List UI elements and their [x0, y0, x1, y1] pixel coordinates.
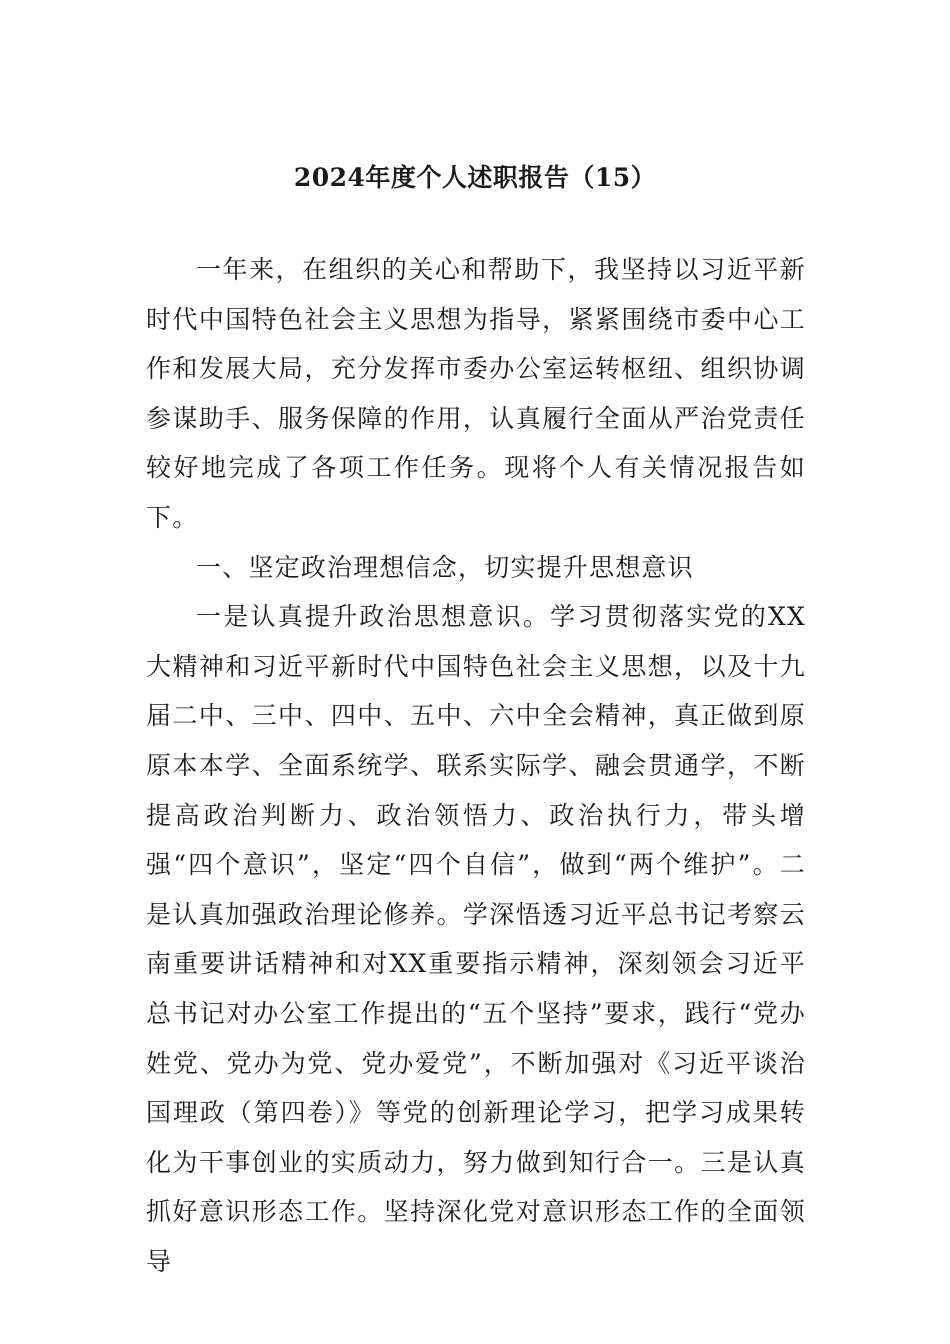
paragraph-section-1: 一是认真提升政治思想意识。学习贯彻落实党的XX大精神和习近平新时代中国特色社会主义思想，以及十九届二中、三中、四中、五中、六中全会精神，真正做到原原本本学、全面系统学、联系实际学、融会贯通学，不断提高政治判断力、政治领悟力、政治执行力，带头增强“四个意识”，坚定“四个自信”，做到“两个维护”。二是认真加强政治理论修养。学深悟透习近平总书记考察云南重要讲话精神和对XX重要指示精神，深刻领会习近平总书记对办公室工作提出的“五个坚持”要求，践行“党办姓党、党办为党、党办爱党”，不断加强对《习近平谈治国理政（第四卷）》等党的创新理论学习，把学习成果转化为干事创业的实质动力，努力做到知行合一。三是认真抓好意识形态工作。坚持深化党对意识形态工作的全面领导 — [146, 602, 806, 1276]
paragraph-intro: 一年来，在组织的关心和帮助下，我坚持以习近平新时代中国特色社会主义思想为指导，紧紧围绕市委中心工作和发展大局，充分发挥市委办公室运转枢纽、组织协调参谋助手、服务保障的作用，认真履行全面从严治党责任较好地完成了各项工作任务。现将个人有关情况报告如下。 — [146, 255, 806, 532]
document-body — [146, 245, 806, 1286]
document-title: 2024年度个人述职报告（15） — [293, 163, 657, 192]
section-heading-1: 一、坚定政治理想信念，切实提升思想意识 — [196, 552, 694, 582]
